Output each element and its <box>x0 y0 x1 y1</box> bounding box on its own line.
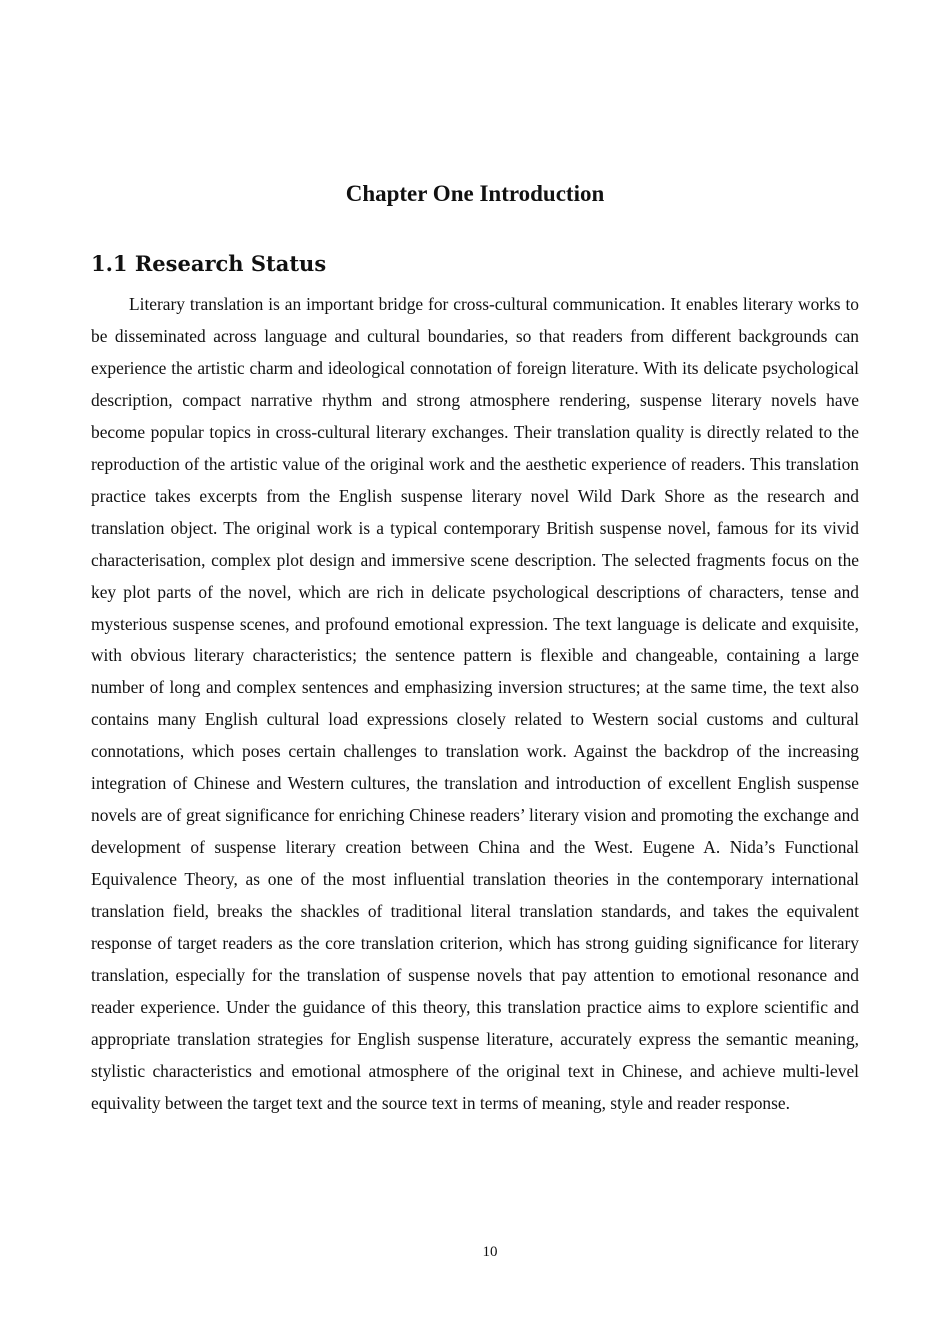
page-number: 10 <box>482 1244 498 1260</box>
body-paragraph: Literary translation is an important bridge for cross-cultural communication. It enables literary works to be disseminated across language and cultural boundaries, so that readers from different backgrounds can experience the artistic charm and ideological connotation of foreign literature. With its delicate psychological description, compact narrative rhythm and strong atmosphere rendering, suspense literary novels have become popular topics in cross-cultural literary exchanges. Their translation quality is directly related to the reproduction of the artistic value of the original work and the aesthetic experience of readers. This translation practice takes excerpts from the English suspense literary novel Wild Dark Shore as the research and translation object. The original work is a typical contemporary British suspense novel, famous for its vivid characterisation, complex plot design and immersive scene description. The selected fragments focus on the key plot parts of the novel, which are rich in delicate psychological descriptions of characters, tense and mysterious suspense scenes, and profound emotional expression. The text language is delicate and exquisite, with obvious literary characteristics; the sentence pattern is flexible and changeable, containing a large number of long and complex sentences and emphasizing inversion structures; at the same time, the text also contains many English cultural load expressions closely related to Western social customs and cultural connotations, which poses certain challenges to translation work. Against the backdrop of the increasing integration of Chinese and Western cultures, the translation and introduction of excellent English suspense novels are of great significance for enriching Chinese readers’ literary vision and promoting the exchange and development of suspense literary creation between China and the West. Eugene A. Nida’s Functional Equivalence Theory, as one of the most influential translation theories in the contemporary international translation field, breaks the shackles of traditional literal translation standards, and takes the equivalent response of target readers as the core translation criterion, which has strong guiding significance for literary translation, especially for the translation of suspense novels that pay attention to emotional resonance and reader experience. Under the guidance of this theory, this translation practice aims to explore scientific and appropriate translation strategies for English suspense literature, accurately express the semantic meaning, stylistic characteristics and emotional atmosphere of the original text in Chinese, and achieve multi-level equivality between the target text and the source text in terms of meaning, style and reader response. <box>91 294 859 1113</box>
section-heading: 1.1 Research Status <box>91 251 327 276</box>
chapter-title: Chapter One Introduction <box>345 181 605 206</box>
